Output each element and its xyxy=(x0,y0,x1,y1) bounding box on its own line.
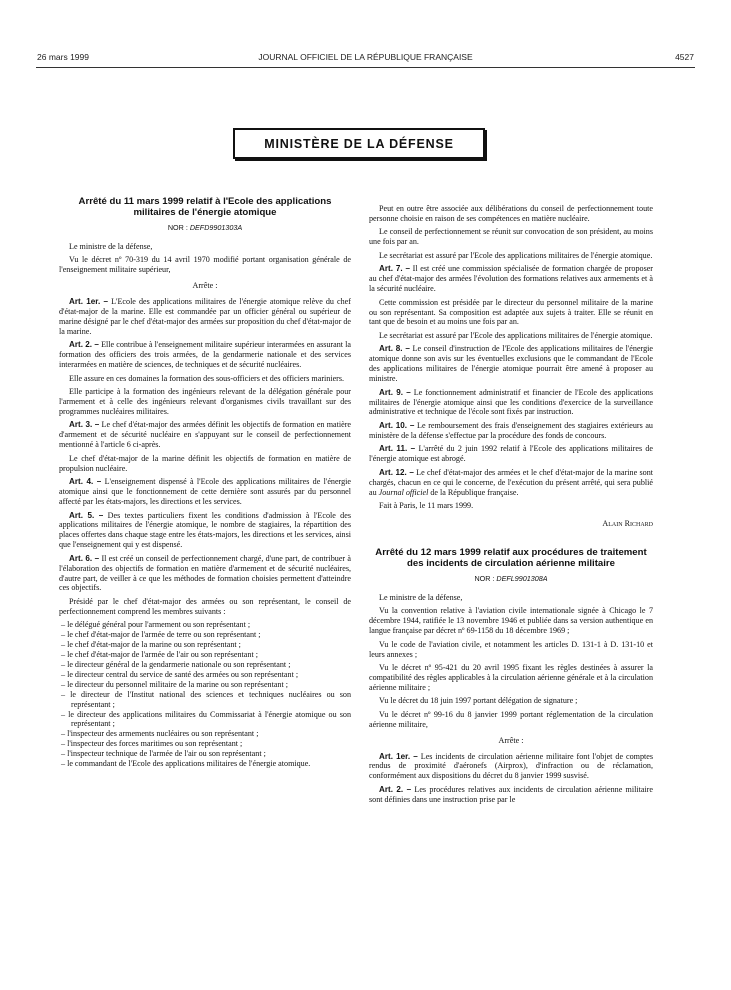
article-6-paragraph: Présidé par le chef d'état-major des armées ou son représentant, le conseil de perfectionnement comprend les membres suivants : xyxy=(59,596,351,616)
decree2-title: Arrêté du 12 mars 1999 relatif aux procédures de traitement des incidents de circulation aérienne militaire xyxy=(375,546,647,569)
decree1-title: Arrêté du 11 mars 1999 relatif à l'Ecole des applications militaires de l'énergie atomique xyxy=(78,196,332,218)
article-3-paragraph: Le chef d'état-major de la marine définit les objectifs de formation en matière de propulsion nucléaire. xyxy=(59,453,351,473)
article-2 xyxy=(369,785,653,805)
article-label: Art. 6. – xyxy=(69,553,100,563)
article-label: Art. 4. – xyxy=(69,477,102,487)
article-label: Art. 2. – xyxy=(69,340,99,350)
arrete-line: Arrête : xyxy=(192,281,218,291)
list-item: – l'inspecteur technique de l'armée de l'air ou son représentant ; xyxy=(61,749,266,759)
nor-code: DEFD9901303A xyxy=(189,223,243,232)
article-text: Le chef d'état-major des armées et le chef d'état-major de la marine sont chargés, chacun en ce qui le concerne, de l'exécution du présent arrêté, qui sera publié au xyxy=(369,467,653,497)
list-item: – le délégué général pour l'armement ou son représentant ; xyxy=(61,620,251,630)
left-column xyxy=(59,196,351,771)
article-text: L'Ecole des applications militaires de l'énergie atomique relève du chef d'état-major de la marine. Elle est commandée par un officier général ou supérieur de marine désigné par le chef d'état-major des armées sur proposition du chef d'état-major de la marine. xyxy=(59,297,351,336)
signature: Alain Richard xyxy=(602,519,653,528)
list-item: – le directeur général de la gendarmerie nationale ou son représentant ; xyxy=(61,659,291,669)
list-item: – le chef d'état-major de la marine ou son représentant ; xyxy=(61,640,241,650)
list-item: – le chef d'état-major de l'armée de l'air ou son représentant ; xyxy=(61,650,258,660)
article-8 xyxy=(369,344,653,384)
article-2-paragraph: Elle assure en ces domaines la formation des sous-officiers et des officiers mariniers. xyxy=(69,373,345,383)
article-12 xyxy=(369,468,653,498)
article-1 xyxy=(59,297,351,337)
visa: Vu la convention relative à l'aviation civile internationale signée à Chicago le 7 décembre 1944, ratifiée le 13 novembre 1946 et publiée dans sa version authentique en langue française par décret nº 69-1158 du 18 décembre 1969 ; xyxy=(369,606,653,636)
article-label: Art. 1er. – xyxy=(379,751,418,761)
list-item: – le directeur central du service de santé des armées ou son représentant ; xyxy=(61,669,299,679)
article-text: Les incidents de circulation aérienne militaire font l'objet de comptes rendus de proximité d'aéronefs (Airprox), d'infraction ou de réclamation, conformément aux dispositions du décret du 8 janvier 1999 susvisé. xyxy=(369,751,653,781)
visa: Vu le décret nº 70-319 du 14 avril 1970 modifié portant organisation générale de l'enseignement militaire supérieur, xyxy=(59,255,351,275)
article-text: L'enseignement dispensé à l'Ecole des applications militaires de l'énergie atomique ainsi que le fonctionnement de cette dernière sont assurés par du personnel affecté par les états-majors, les directions et les services. xyxy=(59,477,351,506)
visa: Vu le code de l'aviation civile, et notamment les articles D. 131-1 à D. 131-10 et leurs annexes ; xyxy=(369,639,653,659)
article-text: Le fonctionnement administratif et financier de l'Ecole des applications militaires de l'énergie atomique ainsi que les conditions d'exercice de la surveillance administrative et technique de l'école sont fixés par instruction. xyxy=(369,387,653,417)
header-rule xyxy=(36,67,695,68)
list-item: – le directeur des applications militaires du Commissariat à l'énergie atomique ou son représentant ; xyxy=(61,709,351,729)
article-9 xyxy=(369,388,653,418)
visa: Vu le décret nº 99-16 du 8 janvier 1999 portant réglementation de la circulation aérienne militaire, xyxy=(369,709,653,729)
article-2 xyxy=(59,340,351,370)
article-label: Art. 7. – xyxy=(379,264,410,274)
article-label: Art. 1er. – xyxy=(69,297,108,307)
article-text: L'arrêté du 2 juin 1992 relatif à l'Ecole des applications militaires de l'énergie atomique est abrogé. xyxy=(369,444,653,464)
article-label: Art. 9. – xyxy=(379,387,411,397)
article-label: Art. 10. – xyxy=(379,420,415,430)
right-column xyxy=(369,204,653,808)
article-1 xyxy=(369,752,653,782)
ministry-banner xyxy=(233,128,485,159)
visa: Vu le décret nº 95-421 du 20 avril 1995 fixant les règles destinées à assurer la compatibilité des règles applicables à la circulation aérienne générale et à la circulation aérienne militaire ; xyxy=(369,663,653,692)
nor-code: DEFL9901308A xyxy=(496,573,548,583)
article-7 xyxy=(369,264,653,294)
article-text: Elle contribue à l'enseignement militaire supérieur interarmées en assurant la formation des officiers des trois armées, de la gendarmerie nationale et des services interarmées en matière de sciences, de techniques et de sécurité nucléaires. xyxy=(59,340,351,370)
article-label: Art. 12. – xyxy=(379,467,414,477)
article-11 xyxy=(369,444,653,464)
article-7-paragraph: Cette commission est présidée par le directeur du personnel militaire de la marine ou son représentant. Sa composition est adaptée aux sujets à traiter. Elle se réunit en tant que de besoin et au moins une fois par an. xyxy=(369,297,653,327)
nor-label: NOR : xyxy=(167,223,188,232)
article-text: Le chef d'état-major des armées définit les objectifs de formation en matière d'armement et de sécurité nucléaire en s'appuyant sur le conseil de perfectionnement mentionné à l'article 6 ci-après. xyxy=(59,420,352,450)
members-list xyxy=(59,620,351,769)
list-item: – le chef d'état-major de l'armée de terre ou son représentant ; xyxy=(61,630,261,640)
article-10 xyxy=(369,421,653,441)
article-text: de la République française. xyxy=(428,487,519,497)
article-4 xyxy=(59,477,351,507)
article-text: Les procédures relatives aux incidents de circulation aérienne militaire sont définies dans une instruction prise par le xyxy=(369,784,653,804)
list-item: – le directeur de l'Institut national des sciences et techniques nucléaires ou son représentant ; xyxy=(61,689,351,709)
list-item: – l'inspecteur des armements nucléaires ou son représentant ; xyxy=(61,729,259,739)
article-text: Il est créé une commission spécialisée de formation chargée de proposer au chef d'état-major des armées l'évolution des formations relatives aux armements et à la sécurité nucléaire. xyxy=(369,264,654,294)
list-item: – le directeur du personnel militaire de la marine ou son représentant ; xyxy=(61,679,288,689)
visa: Vu le décret du 18 juin 1997 portant délégation de signature ; xyxy=(379,696,578,706)
article-3 xyxy=(59,420,351,450)
article-7-paragraph: Le secrétariat est assuré par l'Ecole des applications militaires de l'énergie atomique. xyxy=(379,330,653,340)
article-6-paragraph: Le secrétariat est assuré par l'Ecole des applications militaires de l'énergie atomique. xyxy=(379,250,653,260)
article-2-paragraph: Elle participe à la formation des ingénieurs relevant de la délégation générale pour l'armement et à celle des ingénieurs relevant d'organismes civils travaillant sur des programmes nucléaires militaires. xyxy=(59,387,351,416)
article-label: Art. 5. – xyxy=(69,510,104,520)
ministry-title: MINISTÈRE DE LA DÉFENSE xyxy=(264,136,454,151)
article-text: Le remboursement des frais d'enseignement des stagiaires extérieurs au ministère de la défense s'effectue par la procédure des fonds de concours. xyxy=(369,420,653,440)
nor-label: NOR : xyxy=(474,573,495,583)
article-label: Art. 11. – xyxy=(379,444,416,454)
arrete-line: Arrête : xyxy=(498,735,524,745)
article-label: Art. 2. – xyxy=(379,784,412,794)
article-label: Art. 8. – xyxy=(379,344,410,354)
list-item: – l'inspecteur des forces maritimes ou son représentant ; xyxy=(61,739,243,749)
header-journal-title: JOURNAL OFFICIEL DE LA RÉPUBLIQUE FRANÇAISE xyxy=(258,52,473,62)
journal-name: Journal officiel xyxy=(378,487,429,497)
article-6-paragraph: Le conseil de perfectionnement se réunit sur convocation de son président, au moins une fois par an. xyxy=(369,227,653,247)
decree1-nor xyxy=(59,223,351,233)
article-5 xyxy=(59,511,351,551)
article-text: Il est créé un conseil de perfectionnement chargé, d'une part, de contribuer à l'élaboration des objectifs de formation en matière d'armement et de sécurité nucléaires, d'autre part, de veiller à ce que les méthodes de formation choisies permettent d'atteindre ces objectifs. xyxy=(59,553,351,593)
header-page-number: 4527 xyxy=(675,52,694,62)
done-at: Fait à Paris, le 11 mars 1999. xyxy=(379,501,474,511)
decree2-nor xyxy=(369,574,653,584)
minister-line: Le ministre de la défense, xyxy=(379,592,463,602)
header-date: 26 mars 1999 xyxy=(37,52,89,62)
article-6-paragraph: Peut en outre être associée aux délibérations du conseil de perfectionnement toute personne choisie en raison de ses compétences en matière nucléaire. xyxy=(369,204,653,223)
article-label: Art. 3. – xyxy=(69,420,100,430)
article-6 xyxy=(59,554,351,594)
minister-line: Le ministre de la défense, xyxy=(69,241,153,251)
article-text: Le conseil d'instruction de l'Ecole des applications militaires de l'énergie atomique donne son avis sur les éventuelles exclusions que le commandant de l'Ecole des applications militaires de l'énergie atomique pourrait être amené à proposer au ministre. xyxy=(369,344,653,384)
list-item: – le commandant de l'Ecole des applications militaires de l'énergie atomique. xyxy=(61,759,311,769)
article-text: Des textes particuliers fixent les conditions d'admission à l'Ecole des applications militaires de l'énergie atomique, le nombre de stagiaires, la répartition des places offertes dans chaque stage entre les états-majors, les directions et les services, ainsi que l'enseignement qui y est dispensé. xyxy=(59,510,351,550)
